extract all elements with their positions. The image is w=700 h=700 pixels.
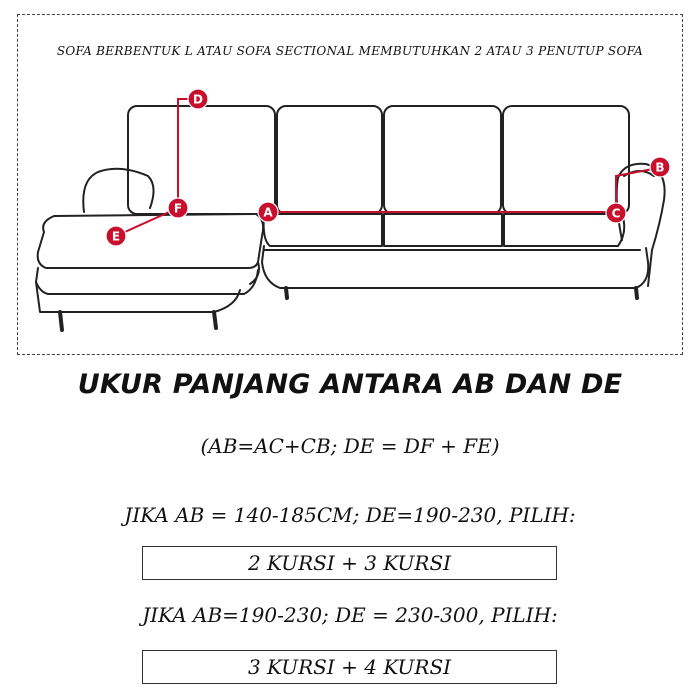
- seat-cushion-3: [504, 214, 624, 246]
- condition-2: JIKA AB=190-230; DE = 230-300, PILIH:: [142, 603, 558, 627]
- back-cushion-4: [503, 106, 629, 214]
- chaise-cushion: [38, 214, 263, 268]
- header-caption: SOFA BERBENTUK L ATAU SOFA SECTIONAL MEMBUTUHKAN 2 ATAU 3 PENUTUP SOFA: [56, 44, 644, 58]
- seat-cushion-2: [384, 214, 502, 246]
- condition-1: JIKA AB = 140-185CM; DE=190-230, PILIH:: [124, 503, 576, 527]
- formula-text: (AB=AC+CB; DE = DF + FE): [200, 434, 500, 458]
- measure-line-df: [178, 99, 198, 208]
- choice-box-2: 3 KURSI + 4 KURSI: [142, 650, 557, 684]
- point-d-label: D: [193, 92, 203, 107]
- choice-box-1: 2 KURSI + 3 KURSI: [142, 546, 557, 580]
- back-cushion-2: [277, 106, 382, 214]
- point-c-label: C: [611, 206, 621, 221]
- left-arm: [83, 169, 153, 212]
- leg-1: [60, 312, 62, 330]
- page-title: UKUR PANJANG ANTARA AB DAN DE: [77, 369, 623, 400]
- point-f-label: F: [173, 201, 183, 216]
- leg-3: [286, 288, 287, 298]
- point-a-label: A: [263, 205, 273, 220]
- point-e-label: E: [111, 229, 121, 244]
- back-cushion-1: [128, 106, 275, 214]
- point-b-label: B: [655, 160, 665, 175]
- back-cushion-3: [384, 106, 501, 214]
- seat-cushion-1: [264, 214, 382, 246]
- leg-4: [636, 288, 637, 298]
- sofa-base: [262, 246, 648, 288]
- leg-2: [214, 312, 216, 328]
- chaise-base: [36, 268, 258, 294]
